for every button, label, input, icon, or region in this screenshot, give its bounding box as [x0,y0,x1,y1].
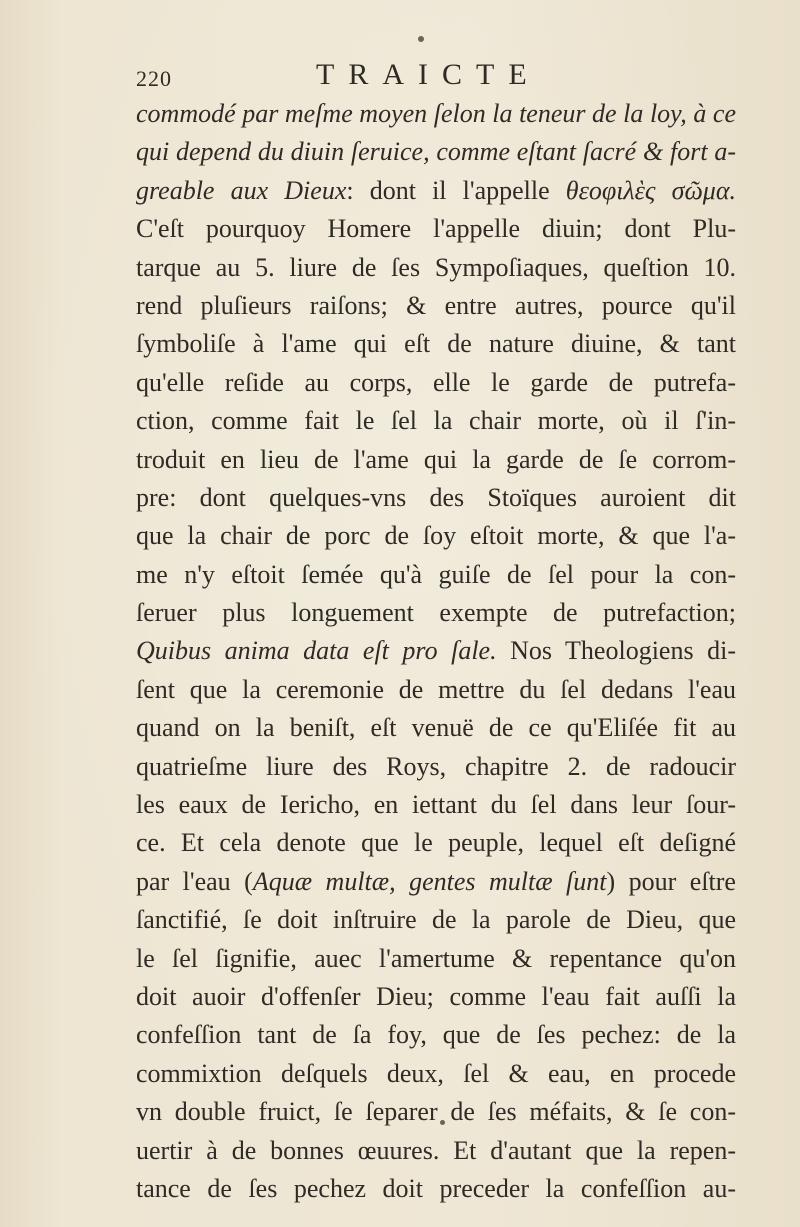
text-line [136,517,736,555]
text-line [136,287,736,325]
text-line [136,172,736,210]
greek-phrase: θεοφιλὲς σῶμα. [565,175,736,205]
text-run: rend pluſieurs raiſons; & entre autres, pource qu'il [136,290,736,320]
text-run: quand on la beniſt, eſt venuë de ce qu'Eliſée fit au [136,713,736,743]
text-run: : dont il l'appelle [346,175,566,205]
text-line [136,402,736,440]
text-line [136,441,736,479]
text-line [136,479,736,517]
text-run: Nos Theologiens di- [496,636,736,666]
text-line [136,978,736,1016]
text-line [136,325,736,363]
text-line [136,364,736,402]
text-run: troduit en lieu de l'ame qui la garde de ſe corrom- [136,444,736,474]
text-line [136,863,736,901]
text-run: ce. Et cela denote que le peuple, lequel eſt deſigné [136,828,736,858]
text-run: pre: dont quelques-vns des Stoïques auroient dit [136,482,736,512]
text-run: ) pour eſtre [606,866,736,896]
text-run: ſent que la ceremonie de mettre du ſel dedans l'eau [136,674,736,704]
text-run: confeſſion tant de ſa foy, que de ſes pechez: de la [136,1020,736,1050]
text-line [136,210,736,248]
text-run: tance de ſes pechez doit preceder la confeſſion au- [136,1173,736,1203]
text-line [136,1093,736,1131]
text-run: doit auoir d'offenſer Dieu; comme l'eau fait auſſi la [136,981,736,1011]
text-run: ſeruer plus longuement exempte de putrefaction; [136,598,736,628]
text-line [136,95,736,133]
text-line [136,748,736,786]
text-line [136,709,736,747]
text-line [136,786,736,824]
text-line [136,1132,736,1170]
text-run: vn double fruict, ſe ſeparer de ſes méfaits, & ſe con- [136,1097,736,1127]
text-line [136,671,736,709]
ink-spot-top [418,36,424,42]
text-line [136,901,736,939]
text-run: me n'y eſtoit ſemée qu'à guiſe de ſel pour la con- [136,559,736,589]
italic-phrase: Aquæ multæ, gentes multæ ſunt [252,866,607,896]
text-run: ſanctifié, ſe doit inſtruire de la parole de Dieu, que [136,905,736,935]
text-run: ction, comme fait le ſel la chair morte, où il ſ'in- [136,406,736,436]
text-run: le ſel ſignifie, auec l'amertume & repentance qu'on [136,943,736,973]
text-line [136,632,736,670]
text-line [136,133,736,171]
italic-phrase: Quibus anima data eſt pro ſale. [136,636,497,666]
italic-phrase: qui depend du diuin ſeruice, comme eſtant ſacré & fort a- [136,137,736,167]
text-line [136,556,736,594]
text-line [136,940,736,978]
text-line [136,1016,736,1054]
running-head: TRAICTE [316,58,541,91]
text-run: que la chair de porc de ſoy eſtoit morte, & que l'a- [136,521,736,551]
text-run: quatrieſme liure des Roys, chapitre 2. de radoucir [136,751,736,781]
text-run: C'eſt pourquoy Homere l'appelle diuin; dont Plu- [136,214,736,244]
text-line [136,1055,736,1093]
text-run: par l'eau ( [136,866,253,896]
text-run: commixtion deſquels deux, ſel & eau, en procede [136,1058,736,1088]
italic-phrase: greable aux Dieux [136,175,347,205]
text-line [136,249,736,287]
text-run: uertir à de bonnes œuures. Et d'autant que la repen- [136,1135,736,1165]
page-header [136,58,736,94]
text-run: les eaux de Iericho, en iettant du ſel dans leur ſour- [136,790,736,820]
text-run: tarque au 5. liure de ſes Sympoſiaques, queſtion 10. [136,252,736,282]
text-line [136,594,736,632]
page-number: 220 [136,66,172,91]
body-text [136,95,736,1208]
text-run: qu'elle reſide au corps, elle le garde de putrefa- [136,367,736,397]
text-line [136,1170,736,1208]
italic-phrase: commodé par meſme moyen ſelon la teneur de la loy, à ce [136,99,736,128]
text-line [136,824,736,862]
text-run: ſymboliſe à l'ame qui eſt de nature diuine, & tant [136,329,736,359]
